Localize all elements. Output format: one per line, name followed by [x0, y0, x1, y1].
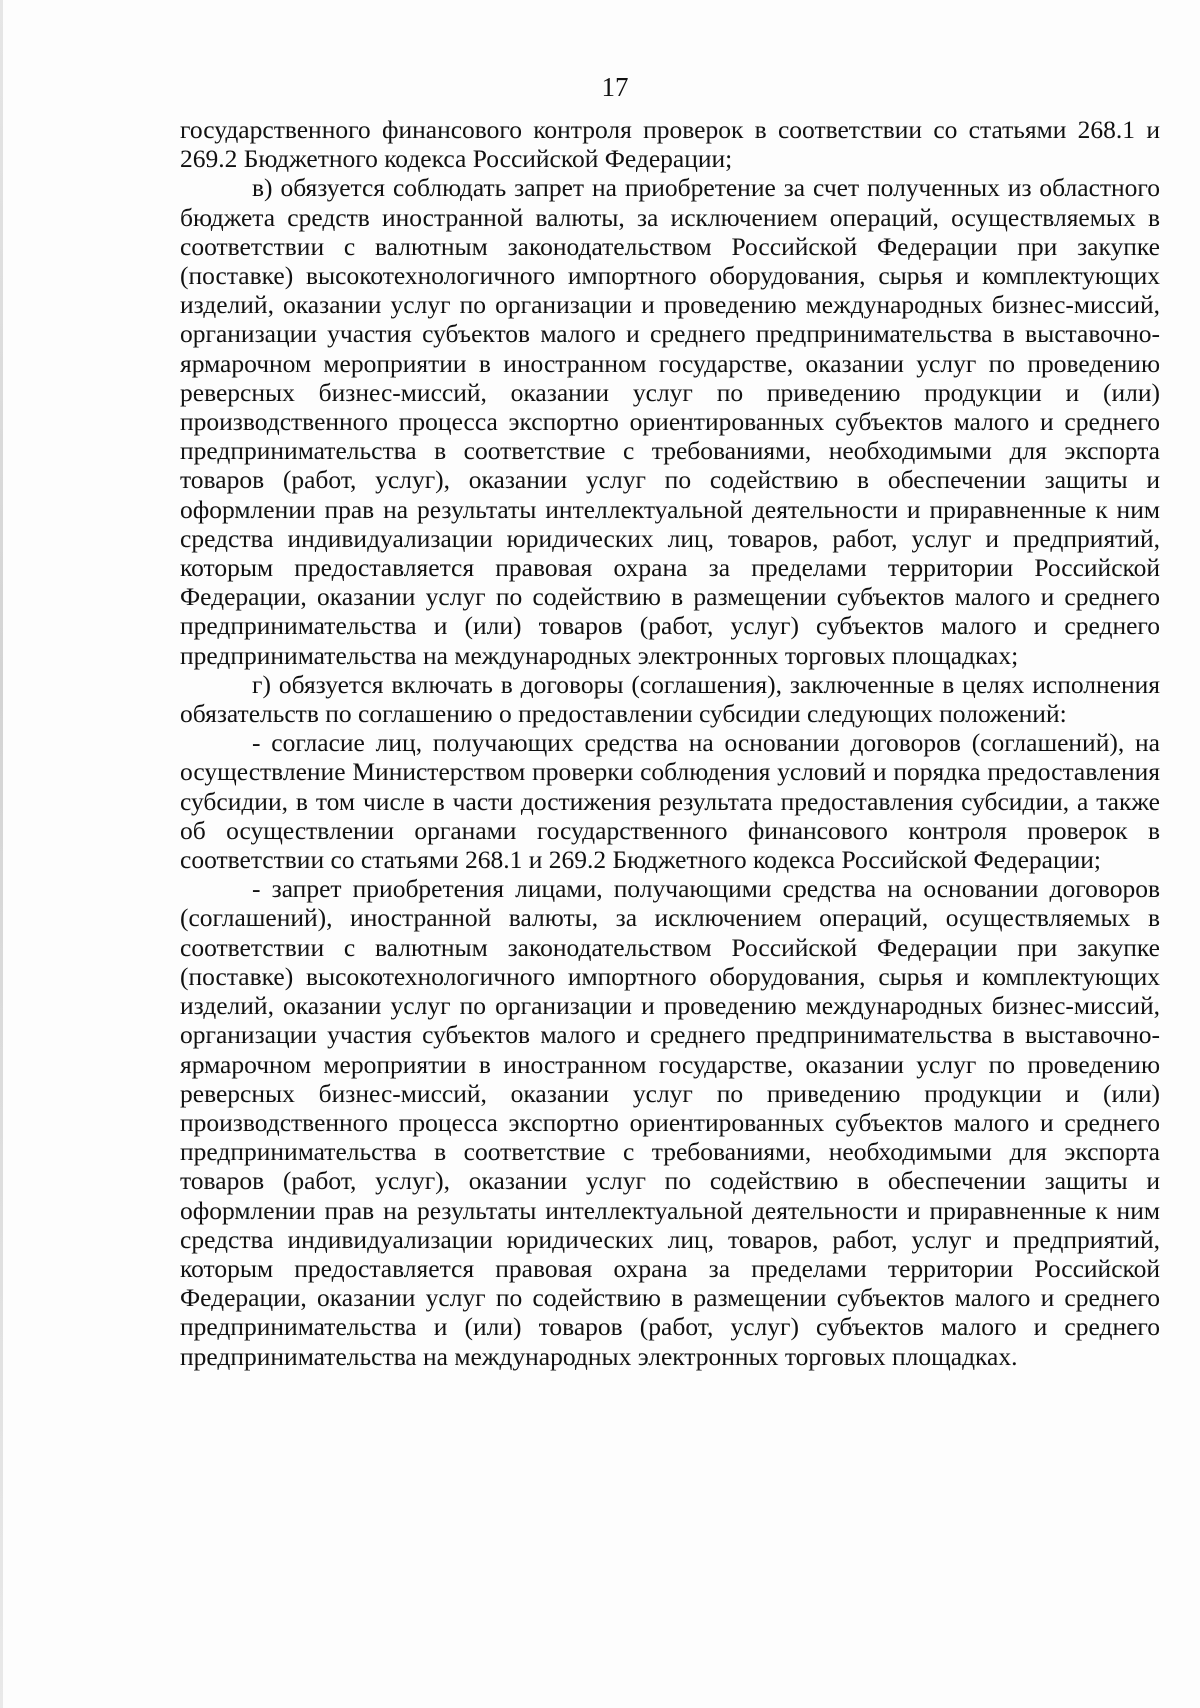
- page-number: 17: [601, 72, 629, 102]
- paragraph-continuation: государственного финансового контроля проверок в соответствии со статьями 268.1 и 269.2 Бюджетного кодекса Российской Федерации;: [180, 115, 1160, 174]
- paragraph-prohibition-clause: - запрет приобретения лицами, получающими средства на основании договоров (соглашений), иностранной валюты, за исключением операций, осуществляемых в соответствии с валютным законодательством Российской Федерации при закупке (поставке) высокотехнологичного импортного оборудования, сырья и комплектующих изделий, оказании услуг по организации и проведению международных бизнес-миссий, организации участия субъектов малого и среднего предпринимательства в выставочно-ярмарочном мероприятии в иностранном государстве, оказании услуг по проведению реверсных бизнес-миссий, оказании услуг по приведению продукции и (или) производственного процесса экспортно ориентированных субъектов малого и среднего предпринимательства в соответствие с требованиями, необходимыми для экспорта товаров (работ, услуг), оказании услуг по содействию в обеспечении защиты и оформлении прав на результаты интеллектуальной деятельности и приравненные к ним средства индивидуализации юридических лиц, товаров, работ, услуг и предприятий, которым предоставляется правовая охрана за пределами территории Российской Федерации, оказании услуг по содействию в размещении субъектов малого и среднего предпринимательства и (или) товаров (работ, услуг) субъектов малого и среднего предпринимательства на международных электронных торговых площадках.: [180, 874, 1160, 1371]
- document-body: [180, 115, 1160, 1371]
- paragraph-item-v: в) обязуется соблюдать запрет на приобретение за счет полученных из областного бюджета средств иностранной валюты, за исключением операций, осуществляемых в соответствии с валютным законодательством Российской Федерации при закупке (поставке) высокотехнологичного импортного оборудования, сырья и комплектующих изделий, оказании услуг по организации и проведению международных бизнес-миссий, организации участия субъектов малого и среднего предпринимательства в выставочно-ярмарочном мероприятии в иностранном государстве, оказании услуг по проведению реверсных бизнес-миссий, оказании услуг по приведению продукции и (или) производственного процесса экспортно ориентированных субъектов малого и среднего предпринимательства в соответствие с требованиями, необходимыми для экспорта товаров (работ, услуг), оказании услуг по содействию в обеспечении защиты и оформлении прав на результаты интеллектуальной деятельности и приравненные к ним средства индивидуализации юридических лиц, товаров, работ, услуг и предприятий, которым предоставляется правовая охрана за пределами территории Российской Федерации, оказании услуг по содействию в размещении субъектов малого и среднего предпринимательства и (или) товаров (работ, услуг) субъектов малого и среднего предпринимательства на международных электронных торговых площадках;: [180, 173, 1160, 670]
- paragraph-item-g: г) обязуется включать в договоры (соглашения), заключенные в целях исполнения обязательств по соглашению о предоставлении субсидии следующих положений:: [180, 669, 1160, 729]
- scan-edge: [0, 0, 3, 1708]
- paragraph-consent-clause: - согласие лиц, получающих средства на основании договоров (соглашений), на осуществление Министерством проверки соблюдения условий и порядка предоставления субсидии, в том числе в части достижения результата предоставления субсидии, а также об осуществлении органами государственного финансового контроля проверок в соответствии со статьями 268.1 и 269.2 Бюджетного кодекса Российской Федерации;: [180, 728, 1160, 875]
